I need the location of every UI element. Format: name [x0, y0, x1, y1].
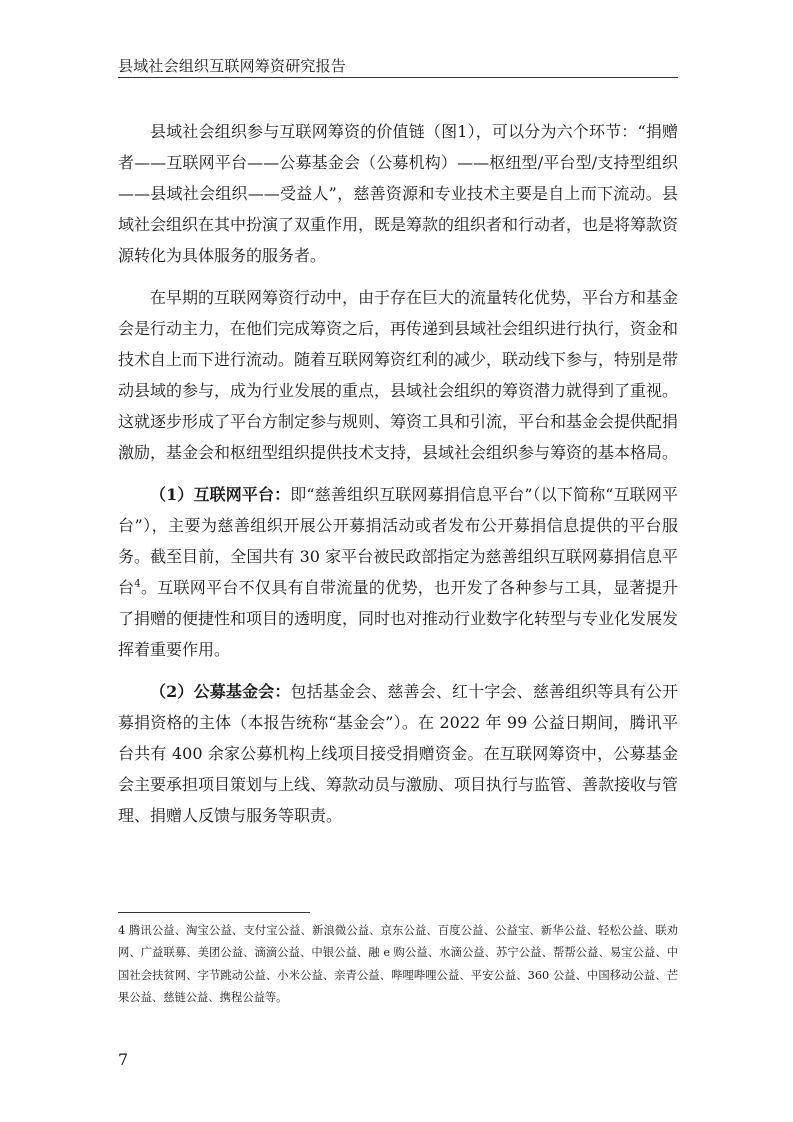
header-divider [118, 77, 678, 78]
section-label-internet-platform: （1）互联网平台： [150, 485, 291, 504]
paragraph-public-foundation [118, 676, 678, 831]
footnote-text: 腾讯公益、淘宝公益、支付宝公益、新浪微公益、京东公益、百度公益、公益宝、新华公益、轻松公益、联劝网、广益联募、美团公益、滴滴公益、中银公益、融 e 购公益、水滴公益、苏宁公益、帮帮公益、易宝公益、中国社会扶贫网、字节跳动公益、小米公益、亲青公益、哔哩哔哩公益、平安公益、360 公益、中国移动公益、芒果公益、慈链公益、携程公益等。 [118, 924, 679, 1004]
internet-platform-text-b: 。互联网平台不仅具有自带流量的优势，也开发了各种参与工具，显著提升了捐赠的便捷性和项目的透明度，同时也对推动行业数字化转型与专业化发展发挥着重要作用。 [118, 578, 679, 659]
internet-platform-text-a: 即“慈善组织互联网募捐信息平台”（以下简称“互联网平台”），主要为慈善组织开展公开募捐活动或者发布公开募捐信息提供的平台服务。截至目前，全国共有 30 家平台被民政部指定为慈善组织互联网募捐信息平台 [118, 485, 678, 597]
footnote-ref-4[interactable]: 4 [134, 578, 141, 590]
report-title: 县域社会组织互联网筹资研究报告 [118, 57, 347, 75]
public-foundation-text: 包括基金会、慈善会、红十字会、慈善组织等具有公开募捐资格的主体（本报告统称“基金会”）。在 2022 年 99 公益日期间，腾讯平台共有 400 余家公募机构上线项目接受捐赠资金。在互联网筹资中，公募基金会主要承担项目策划与上线、筹款动员与激励、项目执行与监管、善款接收与管理、捐赠人反馈与服务等职责。 [118, 682, 679, 825]
paragraph-internet-platform [118, 479, 678, 665]
footnote-number: 4 [118, 924, 126, 937]
paragraph-early-fundraising: 在早期的互联网筹资行动中，由于存在巨大的流量转化优势，平台方和基金会是行动主力，在他们完成筹资之后，再传递到县域社会组织进行执行，资金和技术自上而下进行流动。随着互联网筹资红利的减少，联动线下参与，特别是带动县域的参与，成为行业发展的重点，县域社会组织的筹资潜力就得到了重视。这就逐步形成了平台方制定参与规则、筹资工具和引流，平台和基金会提供配捐激励，基金会和枢纽型组织提供技术支持，县域社会组织参与筹资的基本格局。 [118, 288, 679, 462]
running-header [118, 56, 678, 80]
paragraph-value-chain: 县域社会组织参与互联网筹资的价值链（图1），可以分为六个环节：“捐赠者——互联网平台——公募基金会（公募机构）——枢纽型/平台型/支持型组织——县域社会组织——受益人”，慈善资源和专业技术主要是自上而下流动。县域社会组织在其中扮演了双重作用，既是筹款的组织者和行动者，也是将筹款资源转化为具体服务的服务者。 [118, 122, 679, 265]
page-number: 7 [118, 1050, 129, 1069]
footnote [118, 920, 678, 1009]
section-label-public-foundation: （2）公募基金会： [150, 682, 291, 701]
footnote-divider [118, 912, 310, 913]
main-body [118, 116, 678, 842]
